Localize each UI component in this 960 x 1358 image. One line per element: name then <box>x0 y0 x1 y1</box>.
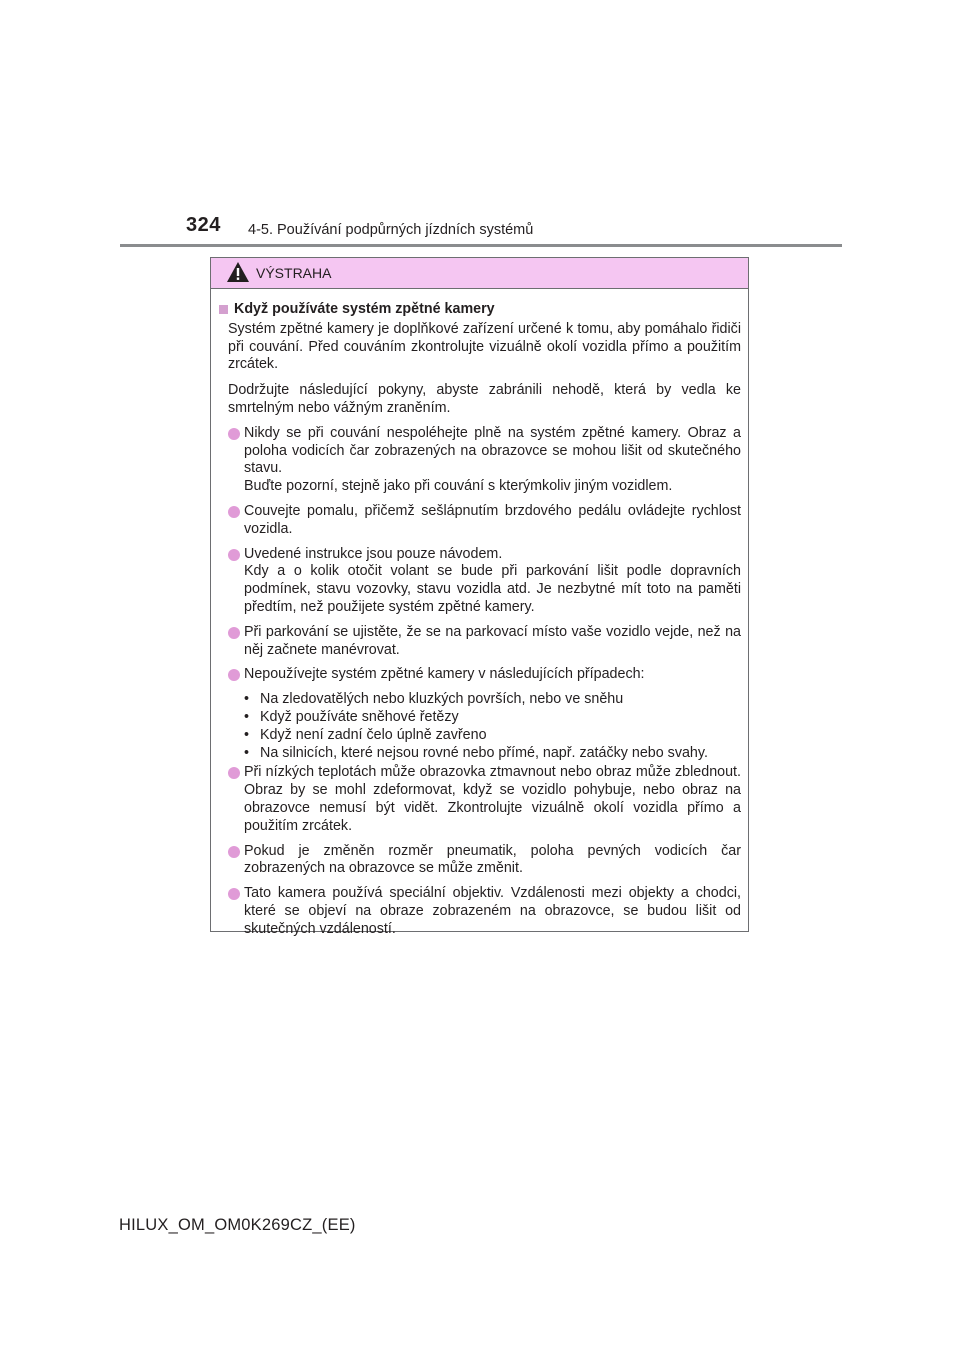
bullet-text: Při nízkých teplotách může obrazovka ztmavnout nebo obraz může zblednout. Obraz by se mohl zdeformovat, když se vozidlo pohybuje, nebo obraz na obrazovce nemusí být vidět. Zkontrolujte vizuálně okolí vozidla přímo a použitím zrcátek. <box>244 764 741 834</box>
bullet-dot-icon <box>228 428 240 440</box>
bullet-text: Nikdy se při couvání nespoléhejte plně na systém zpětné kamery. Obraz a poloha vodicích čar zobrazených na obrazovce se mohou lišit od skutečného stavu. <box>244 424 741 477</box>
section-title: 4-5. Používání podpůrných jízdních systémů <box>248 222 534 238</box>
bullet-item <box>218 885 741 938</box>
sub-list-item <box>244 727 741 745</box>
warning-heading-text: Když používáte systém zpětné kamery <box>234 301 495 317</box>
sub-list-text: Na silnicích, které nejsou rovné nebo přímé, např. zatáčky nebo svahy. <box>260 744 708 761</box>
sub-list <box>244 691 741 762</box>
bullet-text: Uvedené instrukce jsou pouze návodem. <box>244 545 503 562</box>
sub-bullet-marker: • <box>244 726 250 743</box>
bullet-dot-icon <box>228 888 240 900</box>
bullet-item <box>218 503 741 539</box>
bullet-text: Pokud je změněn rozměr pneumatik, poloha pevných vodicích čar zobrazených na obrazovce se může změnit. <box>244 842 741 877</box>
warning-header <box>211 258 748 289</box>
intro-paragraph: Dodržujte následující pokyny, abyste zabránili nehodě, která by vedla ke smrtelným nebo vážným zraněním. <box>228 382 741 416</box>
sub-list-item <box>244 709 741 727</box>
sub-list-item <box>244 745 741 763</box>
manual-code-footer: HILUX_OM_OM0K269CZ_(EE) <box>119 1216 356 1234</box>
sub-bullet-marker: • <box>244 744 250 761</box>
intro-paragraph: Systém zpětné kamery je doplňkové zařízení určené k tomu, aby pomáhalo řidiči při couvání. Před couváním zkontrolujte vizuálně okolí vozidla přímo a použitím zrcátek. <box>228 320 741 373</box>
bullet-text: Couvejte pomalu, přičemž sešlápnutím brzdového pedálu ovládejte rychlost vozidla. <box>244 502 741 537</box>
warning-body <box>211 289 748 939</box>
header-rule <box>120 244 842 247</box>
sub-bullet-marker: • <box>244 691 250 708</box>
page-number: 324 <box>186 214 221 236</box>
square-marker-icon <box>219 305 228 314</box>
bullet-dot-icon <box>228 549 240 561</box>
bullet-dot-icon <box>228 669 240 681</box>
bullet-item <box>218 624 741 660</box>
sub-list-text: Když používáte sněhové řetězy <box>260 708 459 725</box>
sub-list-text: Když není zadní čelo úplně zavřeno <box>260 726 487 743</box>
bullet-dot-icon <box>228 627 240 639</box>
bullet-dot-icon <box>228 506 240 518</box>
bullet-text: Tato kamera používá speciální objektiv. Vzdálenosti mezi objekty a chodci, které se objeví na obraze zobrazeném na obrazovce, se budou lišit od skutečných vzdáleností. <box>244 885 741 937</box>
bullet-item <box>218 425 741 496</box>
sub-list-item <box>244 691 741 709</box>
bullet-text: Kdy a o kolik otočit volant se bude při parkování lišit podle dopravních podmínek, stavu vozovky, stavu vozidla atd. Je nezbytné mít toto na paměti předtím, než použijete systém zpětné kamery. <box>244 563 741 615</box>
bullet-item <box>218 764 741 835</box>
bullet-dot-icon <box>228 846 240 858</box>
bullet-text: Při parkování se ujistěte, že se na parkovací místo vaše vozidlo vejde, než na něj začnete manévrovat. <box>244 623 741 658</box>
warning-box <box>210 257 749 937</box>
bullet-text: Nepoužívejte systém zpětné kamery v následujících případech: <box>244 666 645 683</box>
bullet-item <box>218 666 741 684</box>
warning-label: VÝSTRAHA <box>256 265 332 281</box>
bullet-item <box>218 546 741 617</box>
bullet-item <box>218 843 741 879</box>
warning-triangle-icon <box>226 261 250 283</box>
sub-bullet-marker: • <box>244 708 250 725</box>
bullet-text: Buďte pozorní, stejně jako při couvání s kterýmkoliv jiným vozidlem. <box>244 478 673 495</box>
sub-list-text: Na zledovatělých nebo kluzkých površích, nebo ve sněhu <box>260 691 624 708</box>
warning-heading <box>218 301 741 319</box>
bullet-dot-icon <box>228 767 240 779</box>
